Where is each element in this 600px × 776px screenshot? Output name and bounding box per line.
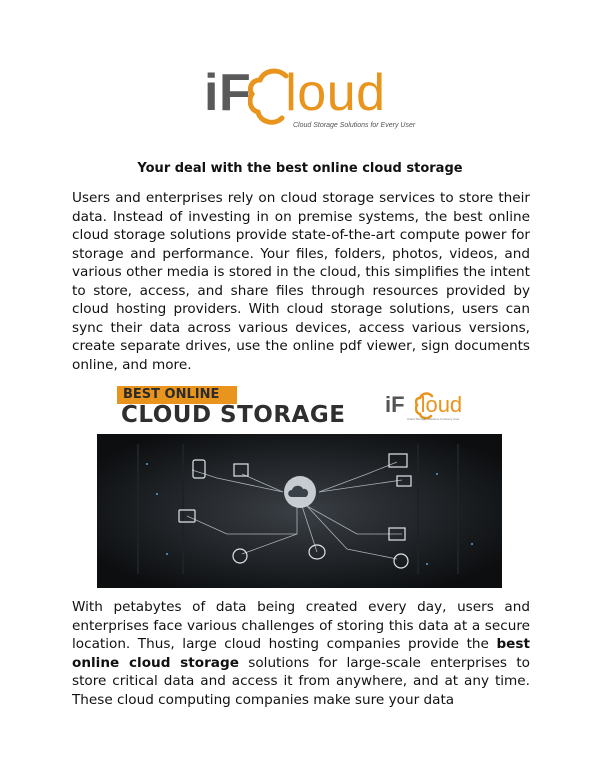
logo-letter-i: i: [204, 64, 219, 122]
banner-logo-i: i: [385, 392, 392, 417]
intro-paragraph: Users and enterprises rely on cloud storage services to store their data. Instead of investing in on premise systems, the best online cloud storage solutions provide state-of-the-art compute power for storage and performance. Your files, folders, photos, videos, and various other media is stored in the cloud, this simplifies the intent to store, access, and share files through resources provided by cloud hosting providers. With cloud storage solutions, users can sync their data across various devices, access various versions, create separate drives, use the online pdf viewer, sign documents online, and more.: [72, 190, 530, 373]
hero-banner-image: [97, 376, 502, 588]
banner-cloud-icon: [415, 392, 435, 420]
network-diagram: [97, 434, 502, 588]
banner-logo-tagline: Cloud Storage Solutions for Every User: [407, 417, 460, 421]
logo-suffix: loud: [285, 64, 386, 122]
banner-logo-suffix: loud: [420, 392, 463, 417]
page-title: Your deal with the best online cloud storage: [137, 161, 463, 176]
banner-header: [97, 376, 502, 434]
banner-title: CLOUD STORAGE: [121, 402, 346, 428]
body-paragraph-start: With petabytes of data being created every day, users and enterprises face various challenges of storing this data at a secure location. Thus, large cloud hosting companies provide the: [72, 599, 530, 652]
banner-logo-f: F: [391, 392, 405, 417]
body-paragraph-end: solutions for large-scale enterprises to store critical data and access it from anywhere, and at any time. These cloud computing companies make sure your data: [72, 654, 530, 708]
logo-wordmark: [204, 64, 386, 122]
logo-letter-f: F: [218, 64, 252, 122]
banner-best-label: BEST ONLINE: [117, 386, 237, 404]
keyword-highlight: best online cloud storage: [72, 636, 530, 671]
cloud-icon: [248, 66, 292, 128]
brand-logo: [0, 62, 600, 142]
body-paragraph: [72, 598, 530, 709]
banner-network-graphic: [97, 434, 502, 588]
logo-tagline: Cloud Storage Solutions for Every User: [293, 122, 416, 129]
